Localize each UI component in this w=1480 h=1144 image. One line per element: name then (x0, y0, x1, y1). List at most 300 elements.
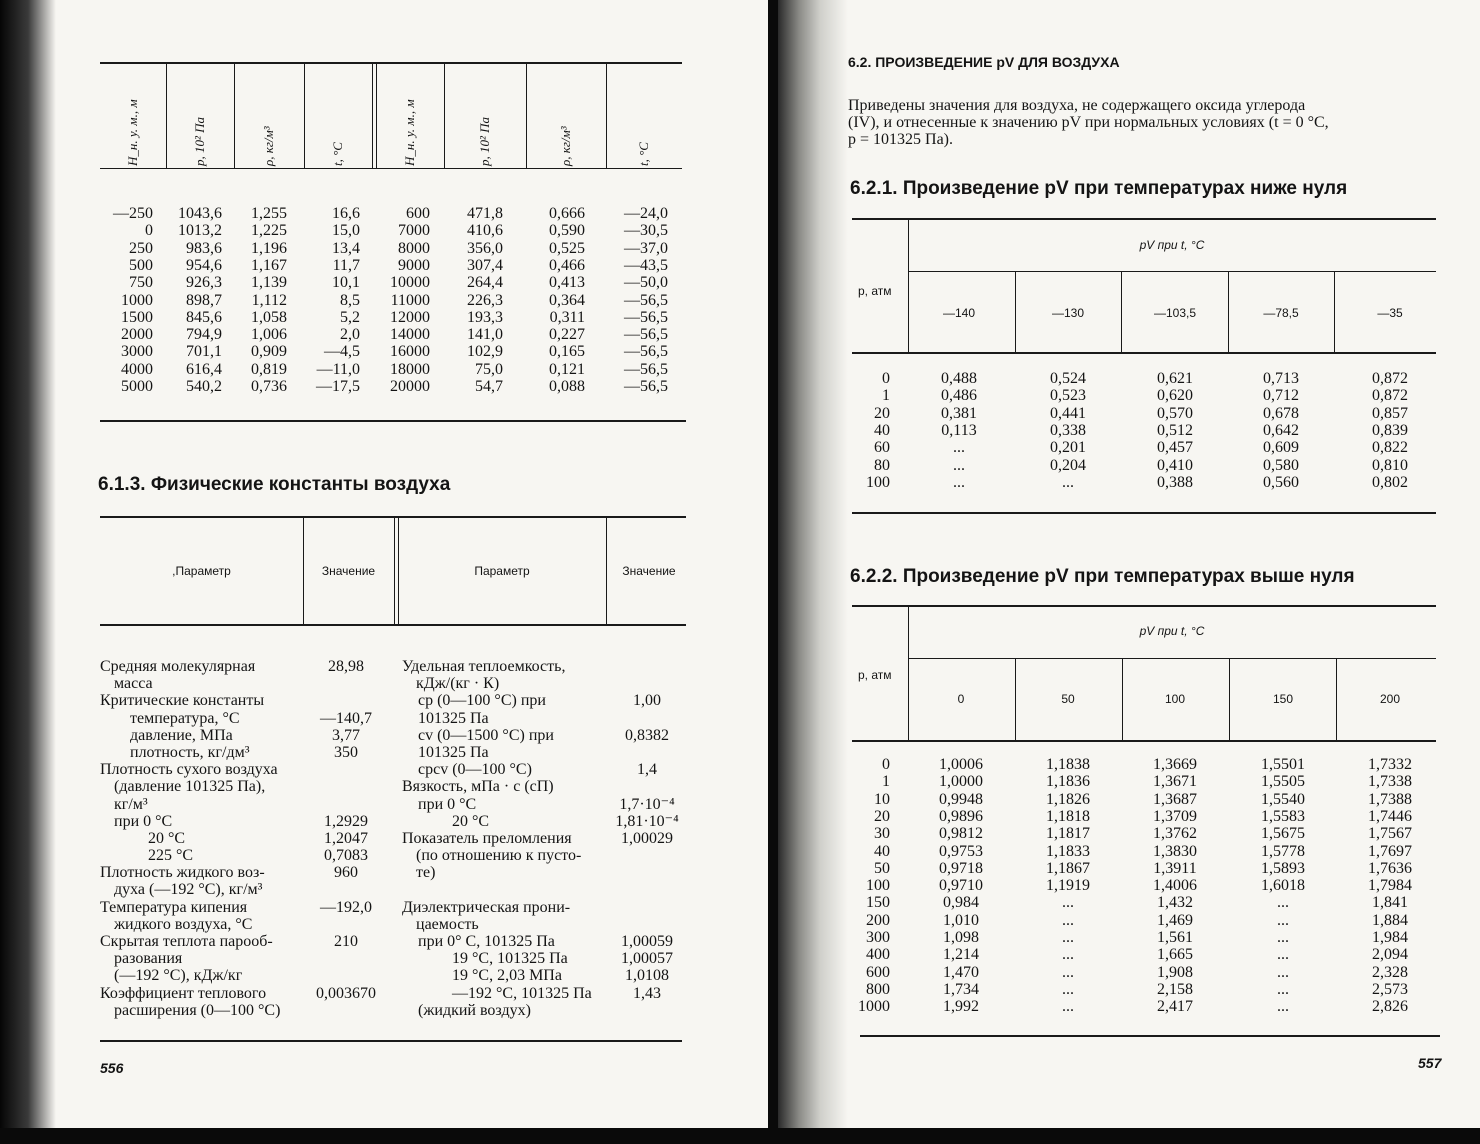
atm-cell: 193,3 (467, 308, 503, 326)
atm-header-1: p, 10² Па (192, 116, 207, 166)
t2-cell: 1,7446 (1368, 807, 1412, 825)
const-cell: Температура кипения (100, 898, 248, 916)
t2-cell: 1,734 (943, 980, 979, 998)
t1-cell: 0,204 (1050, 456, 1086, 474)
atm-cell: 12000 (390, 308, 430, 326)
const-cell: 19 °С, 2,03 МПа (452, 967, 562, 985)
const-cell: те) (416, 864, 436, 882)
atm-cell: 0,165 (549, 343, 585, 361)
t1-cell: 0,560 (1263, 473, 1299, 491)
t2-cell: 1,7984 (1368, 877, 1412, 895)
const-cell (608, 847, 686, 864)
t2-cell: 1,908 (1157, 963, 1193, 981)
t2-cell: 1,470 (943, 963, 979, 981)
const-values-left (308, 658, 384, 1019)
atm-cell: —30,5 (624, 222, 668, 240)
t2-cell: 1,3830 (1153, 842, 1197, 860)
t2-pressure: 50 (874, 859, 890, 877)
atm-cell: 0,819 (251, 360, 287, 378)
atm-cell: 845,6 (186, 308, 222, 326)
const-cell: Диэлектрическая прони- (402, 898, 571, 916)
atm-cell: 0,666 (549, 205, 585, 222)
t1-cell: 0,839 (1372, 421, 1408, 439)
const-cell: 1,43 (633, 984, 661, 1002)
atm-cell: 1,196 (251, 239, 287, 257)
t1-temp-header-3: —78,5 (1263, 306, 1299, 320)
t2-cell: 2,826 (1372, 998, 1408, 1016)
atm-cell: 1,225 (251, 222, 287, 240)
t2-cell: 1,5583 (1261, 807, 1305, 825)
t2-cell: 1,3671 (1153, 773, 1197, 791)
t2-cell: ... (1277, 911, 1289, 929)
const-cell: 1,00059 (621, 933, 673, 950)
t1-cell: 0,410 (1157, 456, 1193, 474)
t2-temp-header-3: 150 (1272, 692, 1294, 706)
t1-cell: 0,802 (1372, 473, 1408, 491)
t2-cell: ... (1277, 894, 1289, 912)
atm-cell: 14000 (390, 326, 430, 344)
t2-cell: ... (1062, 980, 1074, 998)
atm-cell: —250 (113, 205, 153, 222)
table1-group-header: pV при t, °С (1139, 238, 1205, 252)
atm-cell: 2000 (121, 326, 153, 344)
t2-temp-header-4: 200 (1379, 692, 1401, 706)
const-header-value-2: Значение (622, 564, 676, 578)
t1-cell: 0,713 (1263, 370, 1299, 387)
table-title-6-2-2: 6.2.2. Произведение pV при температурах выше нуля (850, 566, 1355, 587)
atm-cell: 954,6 (186, 256, 222, 274)
atm-cell: 4000 (121, 360, 153, 378)
intro-paragraph (848, 97, 1440, 149)
t2-cell: 1,3669 (1153, 756, 1197, 773)
t2-cell: 1,1817 (1046, 825, 1090, 843)
t2-pressure: 10 (874, 790, 890, 808)
right-page (778, 0, 1480, 1128)
t2-cell: 1,7567 (1368, 825, 1412, 843)
t2-cell: 1,5505 (1261, 773, 1305, 791)
const-cell: при 0 °С (114, 812, 173, 830)
t2-cell: 1,984 (1372, 929, 1408, 946)
atm-header-7: t, °C (636, 142, 651, 166)
const-cell: Коэффициент теплового (100, 984, 267, 1002)
t2-cell: 1,5778 (1261, 842, 1305, 860)
const-cell: Плотность сухого воздуха (100, 761, 278, 779)
atm-cell: 1,255 (251, 205, 287, 222)
const-cell (608, 778, 686, 795)
t1-temp-header-0: —140 (942, 306, 976, 320)
t1-cell: 0,822 (1372, 439, 1408, 457)
t1-pressure: 60 (874, 439, 890, 457)
t1-cell: 0,642 (1263, 421, 1299, 439)
atm-cell: 0,227 (549, 326, 585, 344)
const-cell: разования (114, 950, 183, 968)
atm-cell: 1043,6 (178, 205, 222, 222)
const-cell (608, 675, 686, 692)
atm-cell: 794,9 (186, 326, 222, 344)
const-cell: 0,7083 (324, 847, 368, 865)
t2-cell: 1,7697 (1368, 842, 1412, 860)
const-cell: 1,00029 (621, 829, 673, 847)
t2-cell: 0,9718 (939, 859, 983, 877)
const-cell (308, 675, 384, 692)
t2-temp-header-0: 0 (957, 692, 965, 706)
const-cell (308, 916, 384, 933)
t2-cell: 1,665 (1157, 946, 1193, 964)
intro-line-1: Приведены значения для воздуха, не содержащего оксида углерода (848, 97, 1306, 114)
atm-header-2: ρ, кг/м³ (261, 126, 276, 166)
t1-cell: 0,441 (1050, 404, 1086, 422)
atm-cell: 10000 (390, 274, 430, 292)
atm-cell: 8,5 (340, 291, 360, 309)
atm-cell: 1,006 (251, 326, 287, 344)
atm-cell: 0,909 (251, 343, 287, 361)
atm-header-4: H_н. у. м., м (402, 99, 417, 166)
t1-cell: 0,388 (1157, 473, 1193, 491)
atm-cell: —56,5 (624, 326, 668, 344)
atm-cell: 0,364 (549, 291, 585, 309)
t2-cell: 1,1838 (1046, 756, 1090, 773)
const-cell: Критические константы (100, 692, 265, 710)
const-cell: плотность, кг/дм³ (130, 743, 250, 761)
t1-cell: 0,457 (1157, 439, 1193, 457)
t2-cell: ... (1062, 946, 1074, 964)
const-cell: давление, МПа (130, 726, 233, 744)
atm-cell: 0,525 (549, 239, 585, 257)
t2-cell: 1,3762 (1153, 825, 1197, 843)
t1-cell: 0,857 (1372, 404, 1408, 422)
atm-cell: 3000 (121, 343, 153, 361)
t2-temp-header-1: 50 (1061, 692, 1075, 706)
t2-cell: 1,098 (943, 929, 979, 946)
const-cell: 1,4 (637, 761, 657, 779)
atm-cell: 1013,2 (178, 222, 222, 240)
const-cell (608, 899, 686, 916)
atm-cell: 0,088 (549, 378, 585, 395)
atm-cell: —50,0 (624, 274, 668, 292)
const-cell: 1,2929 (324, 812, 368, 830)
atm-cell: 18000 (390, 360, 430, 378)
atm-cell: 600 (406, 205, 430, 222)
t1-pressure: 1 (882, 387, 890, 405)
const-cell: при 0° С, 101325 Па (418, 933, 555, 950)
page-number-right: 557 (1418, 1055, 1442, 1071)
const-cell: Вязкость, мПа · с (сП) (402, 778, 554, 796)
intro-line-3: p = 101325 Па). (848, 131, 954, 149)
t2-cell: 1,3911 (1153, 859, 1197, 877)
t1-cell: 0,523 (1050, 387, 1086, 405)
t2-cell: 2,094 (1372, 946, 1408, 964)
const-cell: 225 °С (148, 847, 194, 865)
const-cell: жидкого воздуха, °С (114, 915, 253, 933)
t2-cell: 1,469 (1157, 911, 1193, 929)
atm-cell: 0,413 (549, 274, 585, 292)
const-cell: Удельная теплоемкость, (402, 658, 566, 675)
atm-cell: 250 (129, 239, 153, 257)
atm-cell: —56,5 (624, 360, 668, 378)
atm-cell: 16000 (390, 343, 430, 361)
t2-cell: ... (1062, 929, 1074, 946)
const-cell (308, 967, 384, 984)
t2-cell: 1,1919 (1046, 877, 1090, 895)
t2-cell: 1,214 (943, 946, 979, 964)
const-cell: Показатель преломления (402, 829, 572, 847)
t2-cell: 2,158 (1157, 980, 1193, 998)
atm-cell: 0,736 (251, 378, 287, 395)
page-number-left: 556 (100, 1060, 124, 1076)
t1-pressure: 20 (874, 404, 890, 422)
t2-cell: 0,9710 (939, 877, 983, 895)
t1-cell: 0,524 (1050, 370, 1086, 387)
atm-cell: 1,112 (251, 291, 287, 309)
table-title-6-2-1: 6.2.1. Произведение pV при температурах ниже нуля (850, 178, 1348, 199)
const-cell: 101325 Па (418, 709, 489, 727)
atm-cell: 750 (129, 274, 153, 292)
t2-pressure: 1 (882, 773, 890, 791)
const-cell: 0,003670 (316, 984, 376, 1002)
atm-cell: 1,058 (251, 308, 287, 326)
atm-cell: 5,2 (340, 308, 360, 326)
const-cell: cp (0—100 °С) при (418, 692, 546, 710)
t1-cell: ... (953, 473, 965, 491)
t1-cell: 0,486 (941, 387, 977, 405)
atm-cell: —24,0 (624, 205, 668, 222)
t1-cell: 0,872 (1372, 387, 1408, 405)
atm-cell: 356,0 (467, 239, 503, 257)
atm-header-3: t, °C (330, 142, 345, 166)
atm-cell: 471,8 (467, 205, 503, 222)
t2-cell: 1,5501 (1261, 756, 1305, 773)
t2-cell: 2,328 (1372, 963, 1408, 981)
t2-cell: ... (1277, 998, 1289, 1016)
t1-pressure: 80 (874, 456, 890, 474)
const-cell: кДж/(кг · К) (416, 675, 500, 693)
t2-pressure: 20 (874, 807, 890, 825)
atm-cell: 898,7 (186, 291, 222, 309)
t1-cell: ... (953, 439, 965, 457)
t2-cell: 1,3709 (1153, 807, 1197, 825)
const-header-param-2: Параметр (474, 564, 530, 578)
t2-pressure: 40 (874, 842, 890, 860)
const-cell: Средняя молекулярная (100, 658, 256, 675)
t2-cell: 0,9753 (939, 842, 983, 860)
t2-pressure: 0 (882, 756, 890, 773)
section-title-6-1-3: 6.1.3. Физические константы воздуха (98, 474, 451, 495)
atm-header-6: ρ, кг/м³ (558, 126, 573, 166)
const-cell (308, 881, 384, 898)
t1-temp-header-4: —35 (1377, 306, 1403, 320)
t2-pressure: 800 (866, 980, 890, 998)
t2-cell: ... (1277, 980, 1289, 998)
atm-cell: —56,5 (624, 291, 668, 309)
t2-cell: 1,7636 (1368, 859, 1412, 877)
atm-cell: —43,5 (624, 256, 668, 274)
atm-cell: 1,167 (251, 256, 287, 274)
const-cell (608, 881, 686, 898)
const-cell: (жидкий воздух) (418, 1001, 531, 1019)
t2-cell: 2,417 (1157, 998, 1193, 1016)
atm-cell: 540,2 (186, 378, 222, 395)
t2-cell: 1,5540 (1261, 790, 1305, 808)
t2-cell: 1,841 (1372, 894, 1408, 912)
t1-cell: 0,712 (1263, 387, 1299, 405)
atm-cell: 102,9 (467, 343, 503, 361)
t2-cell: 1,1826 (1046, 790, 1090, 808)
t1-cell: 0,810 (1372, 456, 1408, 474)
atm-cell: 54,7 (475, 378, 503, 395)
atm-cell: 264,4 (467, 274, 503, 292)
t1-cell: 0,512 (1157, 421, 1193, 439)
const-cell: (давление 101325 Па), (114, 778, 266, 796)
t2-cell: 1,7388 (1368, 790, 1412, 808)
t1-cell: ... (1062, 473, 1074, 491)
section-title-6-2: 6.2. ПРОИЗВЕДЕНИЕ pV ДЛЯ ВОЗДУХА (848, 54, 1120, 70)
t2-temp-header-2: 100 (1164, 692, 1186, 706)
t2-cell: 1,010 (943, 911, 979, 929)
atm-cell: 1,139 (251, 274, 287, 292)
atm-cell: 8000 (398, 239, 430, 257)
const-cell: 1,00057 (621, 950, 673, 968)
t2-cell: ... (1277, 946, 1289, 964)
t2-cell: 1,5675 (1261, 825, 1305, 843)
atm-header-5: p, 10² Па (477, 116, 492, 166)
t2-cell: ... (1062, 963, 1074, 981)
const-cell: масса (114, 675, 153, 693)
t1-cell: 0,201 (1050, 439, 1086, 457)
atm-cell: 0,121 (549, 360, 585, 378)
const-cell: 20 °С (148, 829, 186, 847)
t1-cell: 0,488 (941, 370, 977, 387)
t2-pressure: 100 (866, 877, 890, 895)
atm-cell: 0,590 (549, 222, 585, 240)
atm-cell: 1500 (121, 308, 153, 326)
t2-cell: ... (1062, 998, 1074, 1016)
t1-cell: 0,678 (1263, 404, 1299, 422)
const-cell: 3,77 (332, 726, 360, 744)
t2-cell: 1,992 (943, 998, 979, 1016)
const-cell: —192 °С, 101325 Па (452, 984, 592, 1002)
atm-cell: 141,0 (467, 326, 503, 344)
atm-cell: 0 (145, 222, 153, 240)
const-header-value-1: Значение (321, 564, 376, 578)
t1-pressure: 0 (882, 370, 890, 387)
intro-line-2: (IV), и отнесенные к значению pV при нормальных условиях (t = 0 °С, (848, 114, 1329, 132)
atm-cell: 10,1 (332, 274, 360, 292)
table2-row-header: p, атм (858, 668, 892, 682)
t1-cell: 0,872 (1372, 370, 1408, 387)
t1-pressure: 100 (866, 473, 890, 491)
t2-cell: 1,884 (1372, 911, 1408, 929)
atm-cell: 7000 (398, 222, 430, 240)
const-cell: —140,7 (320, 709, 372, 727)
t2-cell: 1,6018 (1261, 877, 1305, 895)
t1-cell: 0,620 (1157, 387, 1193, 405)
const-cell (608, 916, 686, 933)
t2-cell: 0,9896 (939, 807, 983, 825)
const-cell: cv (0—1500 °С) при (418, 726, 554, 744)
const-cell (608, 744, 686, 761)
t2-cell: 1,1836 (1046, 773, 1090, 791)
t2-cell: 0,984 (943, 894, 979, 912)
t2-cell: 1,561 (1157, 929, 1193, 946)
t2-cell: 1,5893 (1261, 859, 1305, 877)
const-params-right (402, 658, 612, 1019)
t2-pressure: 400 (866, 946, 890, 964)
t2-pressure: 1000 (858, 998, 890, 1016)
const-cell (308, 950, 384, 967)
t1-temp-header-2: —103,5 (1153, 306, 1197, 320)
atm-cell: 9000 (398, 256, 430, 274)
const-cell (308, 796, 384, 813)
t1-cell: 0,570 (1157, 404, 1193, 422)
t2-cell: 1,432 (1157, 894, 1193, 912)
t2-cell: ... (1277, 929, 1289, 946)
const-cell (608, 710, 686, 727)
t1-cell: ... (953, 456, 965, 474)
atm-cell: 20000 (390, 378, 430, 395)
const-cell: 1,0108 (625, 967, 669, 985)
atm-cell: —37,0 (624, 239, 668, 257)
atm-cell: —56,5 (624, 378, 668, 395)
const-cell: 1,7·10⁻⁴ (619, 795, 675, 813)
t2-pressure: 30 (874, 825, 890, 843)
t2-cell: 1,1833 (1046, 842, 1090, 860)
t1-cell: 0,381 (941, 404, 977, 422)
atm-header-0: H_н. у. м., м (125, 99, 140, 166)
t2-cell: 1,0000 (939, 773, 983, 791)
atm-cell: —56,5 (624, 343, 668, 361)
const-cell: при 0 °С (418, 795, 477, 813)
t1-cell: 0,580 (1263, 456, 1299, 474)
const-cell: 960 (334, 864, 358, 882)
t2-cell: 1,3687 (1153, 790, 1197, 808)
const-cell: расширения (0—100 °С) (114, 1001, 281, 1019)
t2-pressure: 150 (866, 894, 890, 912)
t1-temp-header-1: —130 (1051, 306, 1085, 320)
const-cell: 1,81·10⁻⁴ (615, 812, 679, 830)
atm-cell: 0,466 (549, 256, 585, 274)
atm-cell: 2,0 (340, 326, 360, 344)
atm-cell: 75,0 (475, 360, 503, 378)
atm-cell: —17,5 (316, 378, 360, 395)
const-cell (308, 692, 384, 709)
const-cell: духа (—192 °С), кг/м³ (114, 881, 263, 899)
table1-row-header: p, атм (858, 284, 892, 298)
t2-cell: 1,0006 (939, 756, 983, 773)
atm-cell: 226,3 (467, 291, 503, 309)
const-values-right (608, 658, 686, 1019)
t2-cell: 0,9948 (939, 790, 983, 808)
const-header-param-1: ,Параметр (172, 564, 231, 578)
t2-cell: ... (1277, 963, 1289, 981)
const-cell: 101325 Па (418, 743, 489, 761)
t1-cell: 0,338 (1050, 421, 1086, 439)
const-cell: —192,0 (320, 898, 372, 916)
t2-cell: 1,7338 (1368, 773, 1412, 791)
const-params-left (100, 658, 305, 1019)
atm-cell: 1000 (121, 291, 153, 309)
atm-cell: 11000 (390, 291, 430, 309)
t2-pressure: 200 (866, 911, 890, 929)
const-cell: кг/м³ (114, 795, 148, 813)
const-cell: cpcv (0—100 °С) (418, 761, 532, 779)
const-cell (608, 864, 686, 881)
const-cell (402, 881, 612, 898)
t1-cell: 0,621 (1157, 370, 1193, 387)
t2-cell: 1,1818 (1046, 807, 1090, 825)
const-cell: 0,8382 (625, 726, 669, 744)
t2-pressure: 300 (866, 929, 890, 946)
atm-cell: 926,3 (186, 274, 222, 292)
